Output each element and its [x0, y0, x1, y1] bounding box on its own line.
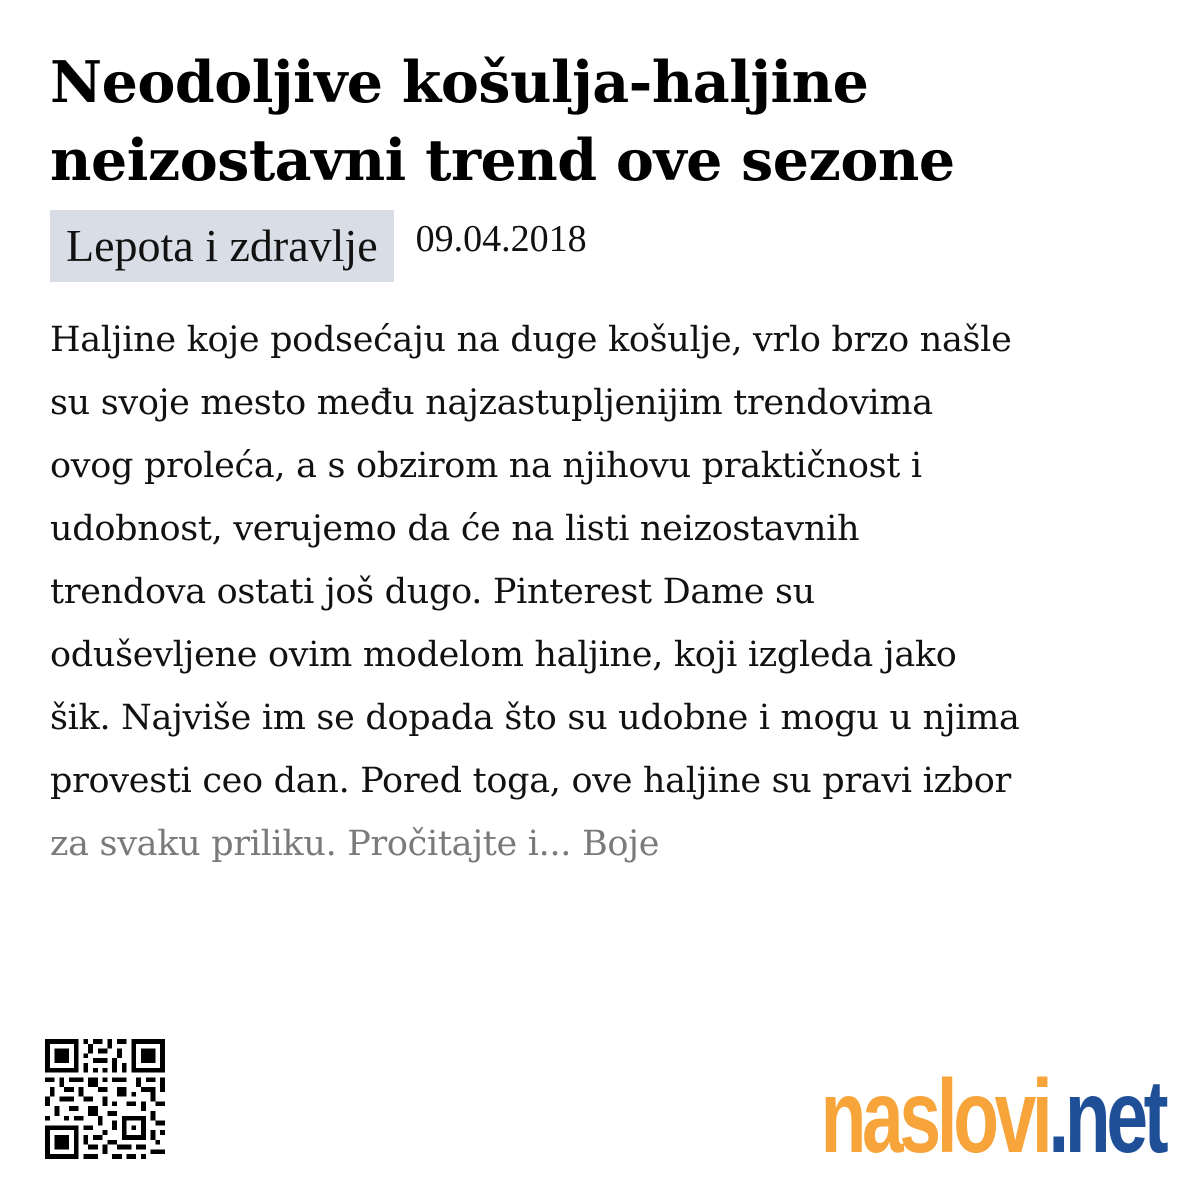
article-body [50, 309, 1160, 876]
logo-part-naslovi: naslovi [820, 1059, 1049, 1175]
article-meta [50, 210, 587, 282]
category-badge[interactable]: Lepota i zdravlje [50, 210, 394, 282]
naslovi-logo[interactable] [820, 1059, 1164, 1175]
body-line: oduševljene ovim modelom haljine, koji izgleda jako [50, 635, 957, 675]
body-line: šik. Najviše im se dopada što su udobne i mogu u njima [50, 698, 1020, 738]
logo-part-net: .net [1048, 1059, 1164, 1175]
qr-code-icon[interactable] [45, 1038, 165, 1160]
body-line-faded: za svaku priliku. Pročitajte i... Boje [50, 824, 660, 864]
body-line: udobnost, verujemo da će na listi neizostavnih [50, 509, 860, 549]
article-title: Neodoljive košulja-haljine neizostavni trend ove sezone [50, 49, 955, 194]
body-line: provesti ceo dan. Pored toga, ove haljine su pravi izbor [50, 761, 1011, 801]
body-line: Haljine koje podsećaju na duge košulje, vrlo brzo našle [50, 320, 1012, 360]
body-line: ovog proleća, a s obzirom na njihovu praktičnost i [50, 446, 922, 486]
body-line: su svoje mesto među najzastupljenijim trendovima [50, 383, 933, 423]
article-date: 09.04.2018 [415, 218, 587, 260]
body-line: trendova ostati još dugo. Pinterest Dame su [50, 572, 815, 612]
